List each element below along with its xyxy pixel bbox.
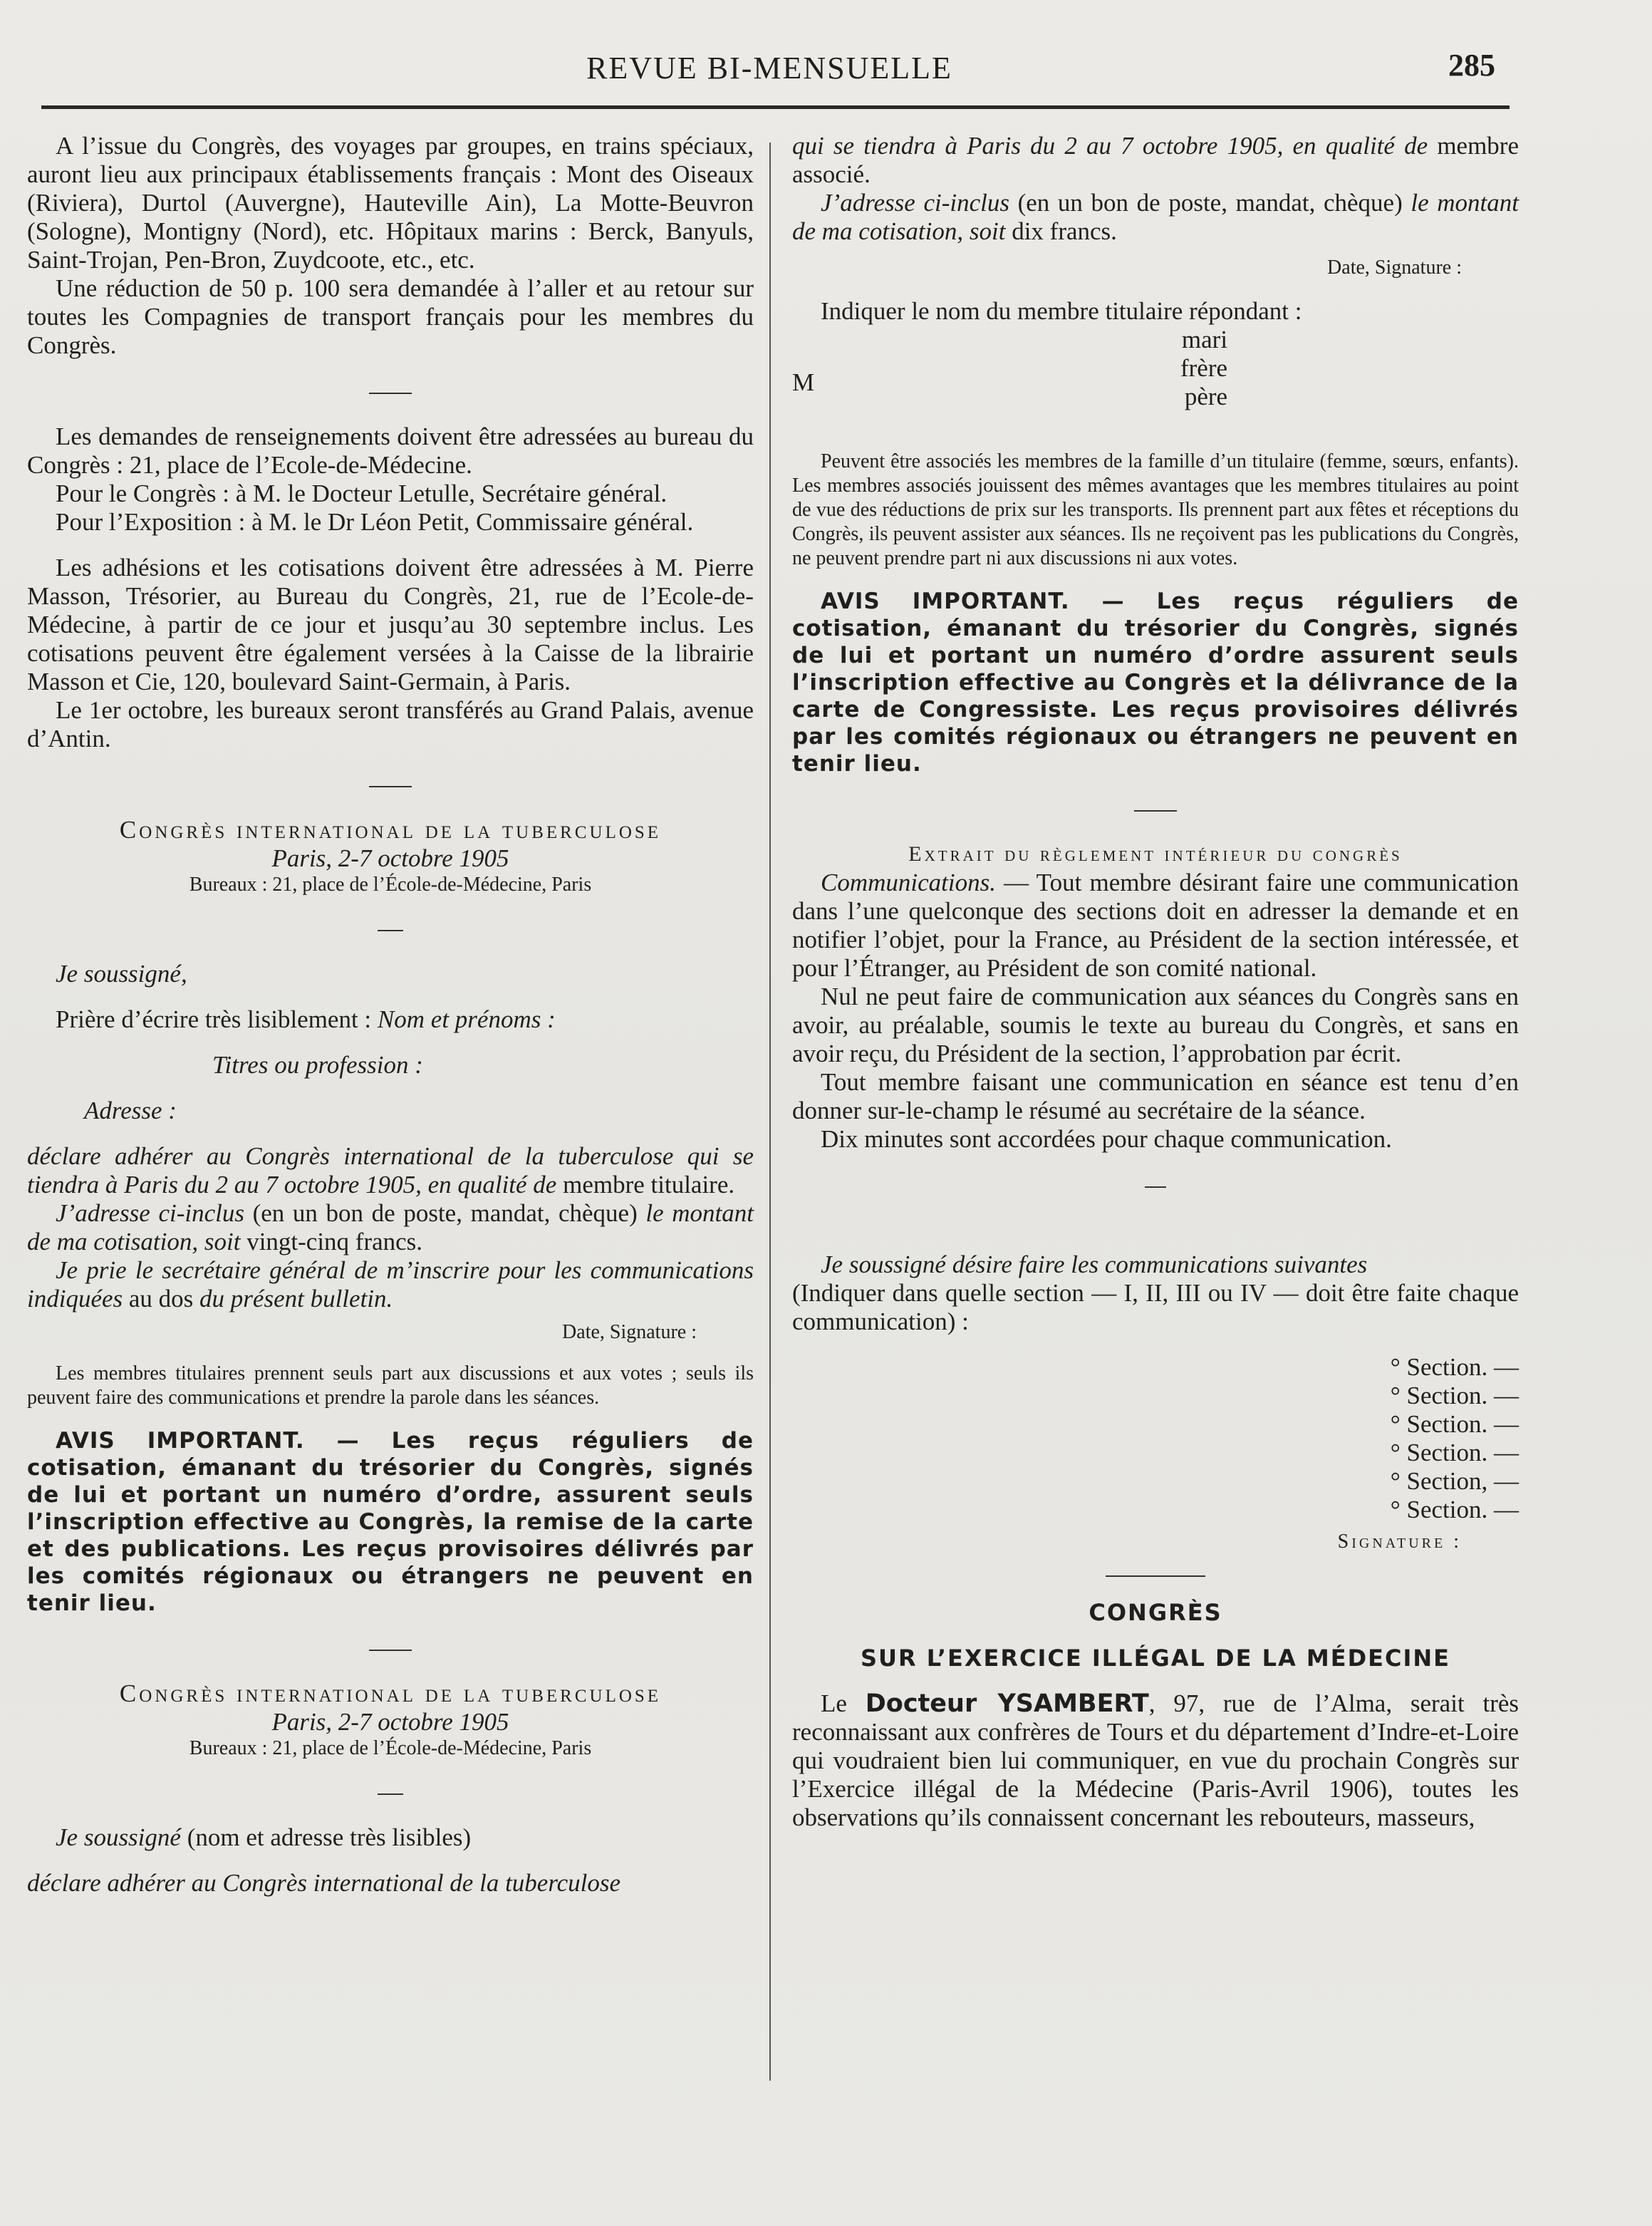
section-line: ° Section. — bbox=[1390, 1439, 1519, 1466]
page-header bbox=[0, 44, 1652, 87]
form-bureaux: Bureaux : 21, place de l’École-de-Médecine, Paris bbox=[189, 874, 592, 896]
form-avis-important: AVIS IMPORTANT. — Les reçus réguliers de cotisation, émanant du trésorier du Congrès, signés de lui et portant un numéro d’ordre, assurent seuls l’inscription effective au Congrès, la remise de la carte et des publications. Les reçus provisoires délivrés par les comités régionaux ou étrangers ne peuvent en tenir lieu. bbox=[27, 1428, 754, 1616]
form-bureaux: Bureaux : 21, place de l’École-de-Médecine, Paris bbox=[189, 1737, 592, 1759]
separator-dash bbox=[27, 377, 754, 405]
contact-exposition: Pour l’Exposition : à M. le Dr Léon Petit, Commissaire général. bbox=[56, 508, 694, 536]
section-line: ° Section. — bbox=[1390, 1382, 1519, 1409]
adhesions-paragraph: Les adhésions et les cotisations doivent être adressées à M. Pierre Masson, Trésorier, au Bureau du Congrès, 21, rue de l’Ecole-de-Médecine, à partir de ce jour et jusqu’au 30 septembre inclus. Les cotisations peuvent être également versées à la Caisse de la librairie Masson et Cie, 120, boulevard Saint-Germain, à Paris. bbox=[27, 554, 754, 695]
right-column bbox=[792, 132, 1519, 1832]
page-number: 285 bbox=[1448, 48, 1495, 83]
left-column bbox=[27, 132, 754, 1898]
option-frere: frère bbox=[1180, 354, 1228, 382]
form-declare: déclare adhérer au Congrès international de la tuberculose qui se tiendra à Paris du 2 au 7 octobre 1905, en qualité de membre titulaire. bbox=[27, 1142, 754, 1199]
reduction-paragraph: Une réduction de 50 p. 100 sera demandée à l’aller et au retour sur toutes les Compagnies de transport français pour les membres du Congrès. bbox=[27, 274, 754, 359]
comm-paragraph-4: Dix minutes sont accordées pour chaque communication. bbox=[821, 1125, 1392, 1153]
associe-m: M bbox=[792, 368, 815, 396]
form-prie: Je prie le secrétaire général de m’inscrire pour les communications indiquées au dos du présent bulletin. bbox=[27, 1256, 754, 1313]
separator-dash bbox=[792, 794, 1519, 823]
form-dates: Paris, 2-7 octobre 1905 bbox=[271, 844, 509, 872]
form-titres: Titres ou profession : bbox=[212, 1051, 423, 1079]
soussigne-desire: Je soussigné désire faire les communications suivantes bbox=[821, 1251, 1368, 1278]
voyages-paragraph: A l’issue du Congrès, des voyages par groupes, en trains spéciaux, auront lieu aux principaux établissements français : Mont des Oiseaux (Riviera), Durtol (Auvergne), Hauteville Ain), La Motte-Beuvron (Sologne), Montigny (Nord), etc. Hôpitaux marins : Berck, Banyuls, Saint-Trojan, Pen-Bron, Zuydcoote, etc., etc. bbox=[27, 132, 754, 274]
ysambert-paragraph: Le Docteur YSAMBERT, 97, rue de l’Alma, serait très reconnaissant aux confrères de Tours et du département d’Indre-et-Loire qui voudraient bien lui communiquer, en vue du prochain Congrès sur l’Exercice illégal de la Médecine (Paris-Avril 1906), toutes les observations qu’ils connaissent concernant les rebouteurs, masseurs, bbox=[792, 1689, 1519, 1831]
signature-label: Signature : bbox=[1337, 1531, 1462, 1553]
form-declare: déclare adhérer au Congrès international de la tuberculose bbox=[27, 1869, 621, 1897]
form-je-soussigne: Je soussigné (nom et adresse très lisibles) bbox=[56, 1823, 472, 1851]
associe-continuation: qui se tiendra à Paris du 2 au 7 octobre 1905, en qualité de membre associé. bbox=[792, 132, 1519, 188]
associe-indiquer: Indiquer le nom du membre titulaire répondant : bbox=[821, 297, 1302, 325]
form-titulaire-note: Les membres titulaires prennent seuls part aux discussions et aux votes ; seuls ils peuvent faire des communications et prendre la parole dans les séances. bbox=[27, 1362, 754, 1409]
header-rule bbox=[41, 105, 1510, 109]
membership-form-second bbox=[27, 1679, 754, 1898]
associe-relation-block bbox=[792, 326, 1519, 433]
form-adresse: Adresse : bbox=[84, 1097, 177, 1124]
associe-avis-important: AVIS IMPORTANT. — Les reçus réguliers de cotisation, émanant du trésorier du Congrès, signés de lui et portant un numéro d’ordre assurent seuls l’inscription effective au Congrès et la délivrance de la carte de Congressiste. Les reçus provisoires délivrés par les comités régionaux ou étrangers ne peuvent en tenir lieu. bbox=[792, 589, 1519, 777]
section-line: ° Section. — bbox=[1390, 1353, 1519, 1381]
form-je-soussigne: Je soussigné, bbox=[56, 960, 187, 988]
comm-paragraph-1: Communications. — Tout membre désirant faire une communication dans l’une quelconque des sections doit en adresser la demande et en notifier l’objet, pour la France, au Président de la section intéressée, et pour l’Étranger, au Président de son comité national. bbox=[792, 869, 1519, 982]
separator-dash bbox=[27, 1778, 754, 1806]
congres-subheading: SUR L’EXERCICE ILLÉGAL DE LA MÉDECINE bbox=[860, 1645, 1451, 1672]
congres-heading: CONGRÈS bbox=[1089, 1599, 1222, 1626]
separator-dash bbox=[27, 770, 754, 799]
comm-paragraph-2: Nul ne peut faire de communication aux séances du Congrès sans en avoir, au préalable, soumis le texte au bureau du Congrès, et sans en avoir reçu, du Président de la section, l’approbation par écrit. bbox=[792, 983, 1519, 1067]
indiquer-section: (Indiquer dans quelle section — I, II, III ou IV — doit être faite chaque communication) : bbox=[792, 1279, 1519, 1335]
separator-dash bbox=[792, 1171, 1519, 1199]
form-title: Congrès international de la tuberculose bbox=[119, 1679, 662, 1707]
form-dates: Paris, 2-7 octobre 1905 bbox=[271, 1708, 509, 1736]
renseignements-paragraph: Les demandes de renseignements doivent être adressées au bureau du Congrès : 21, place de l’Ecole-de-Médecine. bbox=[27, 423, 754, 479]
form-date-signature: Date, Signature : bbox=[562, 1321, 697, 1343]
separator-dash bbox=[27, 914, 754, 943]
section-line: ° Section. — bbox=[1390, 1496, 1519, 1523]
journal-title: REVUE BI-MENSUELLE bbox=[586, 51, 952, 86]
option-pere: père bbox=[1184, 383, 1228, 410]
separator-rule bbox=[1106, 1575, 1205, 1577]
associe-adresse-inclus: J’adresse ci-inclus (en un bon de poste, mandat, chèque) le montant de ma cotisation, soit dix francs. bbox=[792, 189, 1519, 245]
extrait-title: Extrait du règlement intérieur du congrès bbox=[908, 842, 1403, 866]
associe-date-signature: Date, Signature : bbox=[1327, 257, 1462, 279]
form-adresse-inclus: J’adresse ci-inclus (en un bon de poste, mandat, chèque) le montant de ma cotisation, soit vingt-cinq francs. bbox=[27, 1199, 754, 1256]
contact-congres: Pour le Congrès : à M. le Docteur Letulle, Secrétaire général. bbox=[56, 480, 667, 507]
transfer-paragraph: Le 1er octobre, les bureaux seront transférés au Grand Palais, avenue d’Antin. bbox=[27, 696, 754, 752]
associe-note: Peuvent être associés les membres de la famille d’un titulaire (femme, sœurs, enfants). Les membres associés jouissent des mêmes avantages que les membres titulaires au point de vue des réductions de prix sur les transports. Ils prennent part aux fêtes et réceptions du Congrès, ils peuvent assister aux séances. Ils ne reçoivent pas les publications du Congrès, ne peuvent prendre part ni aux discussions ni aux votes. bbox=[792, 450, 1519, 569]
form-priere: Prière d’écrire très lisiblement : Nom et prénoms : bbox=[56, 1005, 556, 1033]
sections-list bbox=[792, 1353, 1519, 1524]
separator-dash bbox=[27, 1634, 754, 1662]
form-title: Congrès international de la tuberculose bbox=[119, 816, 662, 844]
comm-paragraph-3: Tout membre faisant une communication en séance est tenu d’en donner sur-le-champ le résumé au secrétaire de la séance. bbox=[792, 1068, 1519, 1124]
option-mari: mari bbox=[1181, 326, 1228, 353]
section-line: ° Section, — bbox=[1390, 1467, 1519, 1495]
column-divider bbox=[769, 143, 771, 2081]
membership-form-titulaire bbox=[27, 816, 754, 1617]
section-line: ° Section. — bbox=[1390, 1410, 1519, 1438]
